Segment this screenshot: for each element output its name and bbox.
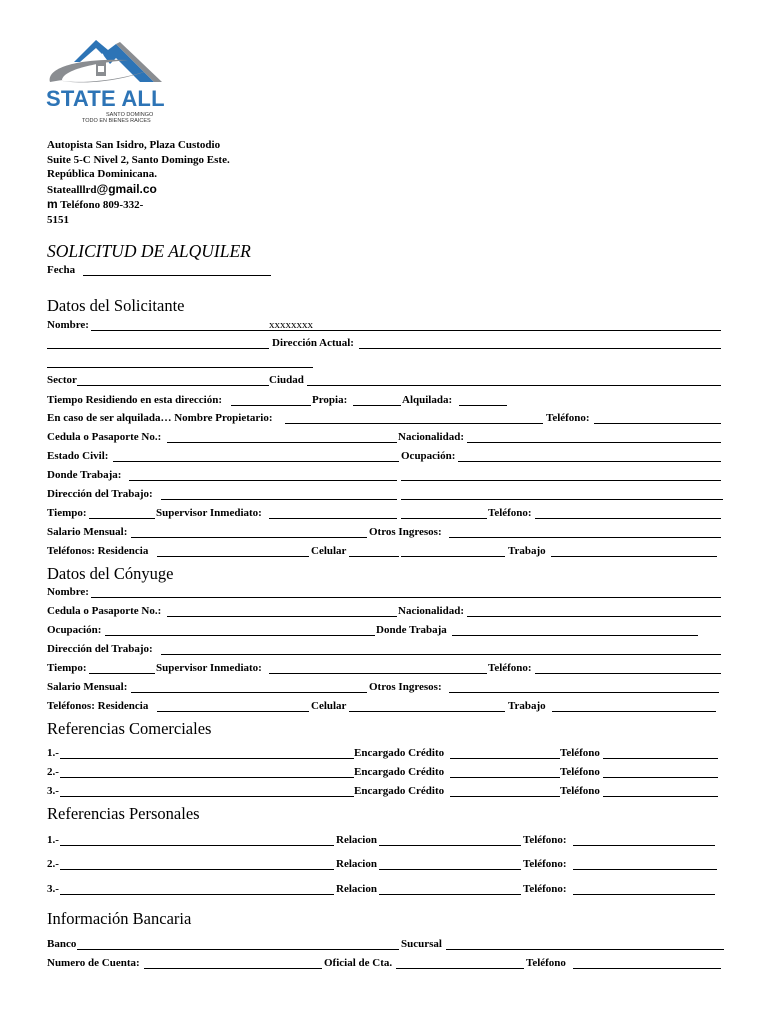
field-label: Nombre: (47, 586, 89, 598)
ref-number: 2.- (47, 858, 59, 870)
bancaria-telefono-field[interactable] (573, 968, 721, 969)
banco-field[interactable] (77, 949, 399, 950)
alquilada-field[interactable] (459, 405, 507, 406)
field-label: Relacion (336, 834, 377, 846)
field-label: Estado Civil: (47, 450, 109, 462)
conyuge-ocupacion-field[interactable] (105, 635, 375, 636)
field-label: Supervisor Inmediato: (156, 507, 262, 519)
field-label: Nacionalidad: (398, 431, 465, 443)
residencia-field[interactable] (157, 556, 309, 557)
conyuge-donde-trabaja-field[interactable] (452, 635, 698, 636)
field-label: Teléfono (560, 747, 600, 759)
address-line: Suite 5-C Nivel 2, Santo Domingo Este. (47, 153, 230, 166)
comercial-telefono-field[interactable] (603, 796, 718, 797)
field-label: Ocupación: (401, 450, 456, 462)
personal-relacion-field[interactable] (379, 869, 521, 870)
fecha-field[interactable] (83, 275, 271, 276)
comercial-encargado-field[interactable] (450, 796, 560, 797)
personal-relacion-field[interactable] (379, 894, 521, 895)
field-label: Teléfono: (523, 858, 567, 870)
tiempo-residiendo-field[interactable] (231, 405, 311, 406)
logo-subtitle-city: SANTO DOMINGO (106, 112, 154, 118)
direccion-continuation-field[interactable] (47, 367, 313, 368)
personal-ref-field[interactable] (60, 894, 334, 895)
comercial-telefono-field[interactable] (603, 758, 718, 759)
salario-field[interactable] (131, 537, 367, 538)
field-label: En caso de ser alquilada… Nombre Propietario: (47, 412, 273, 424)
field-label: Trabajo (508, 545, 546, 557)
donde-trabaja-field[interactable] (129, 480, 397, 481)
direccion-trabajo-field[interactable] (161, 499, 397, 500)
personal-relacion-field[interactable] (379, 845, 521, 846)
email-line (47, 182, 257, 198)
email-tld: m (47, 197, 58, 211)
field-label: Otros Ingresos: (369, 681, 442, 693)
sector-field[interactable] (77, 385, 269, 386)
logo-name: STATE ALL (46, 86, 165, 111)
section-bancaria-heading: Información Bancaria (47, 909, 192, 928)
cedula-field[interactable] (167, 442, 397, 443)
personal-telefono-field[interactable] (573, 869, 717, 870)
propia-field[interactable] (353, 405, 401, 406)
field-label: Dirección del Trabajo: (47, 643, 153, 655)
field-label: Celular (311, 700, 347, 712)
conyuge-nombre-field[interactable] (91, 597, 721, 598)
field-label: Salario Mensual: (47, 526, 128, 538)
field-label: Alquilada: (402, 394, 453, 406)
comercial-telefono-field[interactable] (603, 777, 718, 778)
email-domain: @gmail.co (96, 181, 157, 196)
conyuge-tiempo-field[interactable] (89, 673, 155, 674)
phone-label: Teléfono 809-332- (60, 199, 144, 211)
conyuge-trabajo-field[interactable] (552, 711, 716, 712)
numero-cuenta-field[interactable] (144, 968, 322, 969)
field-label: Nacionalidad: (398, 605, 465, 617)
section-personales-heading: Referencias Personales (47, 804, 200, 823)
personal-telefono-field[interactable] (573, 845, 715, 846)
trabajo-field[interactable] (551, 556, 717, 557)
field-label: Teléfonos: Residencia (47, 545, 149, 557)
comercial-encargado-field[interactable] (450, 777, 560, 778)
field-label: Donde Trabaja: (47, 469, 122, 481)
direccion-trabajo-field-2[interactable] (401, 499, 723, 500)
field-label: Sucursal (401, 938, 442, 950)
logo-subtitle-tagline: TODO EN BIENES RAICES (82, 118, 151, 124)
celular-field-2[interactable] (401, 556, 505, 557)
field-label: Nombre: (47, 319, 89, 331)
comercial-encargado-field[interactable] (450, 758, 560, 759)
field-label: Teléfono: (523, 834, 567, 846)
field-label: Banco (47, 938, 77, 950)
celular-field[interactable] (349, 556, 399, 557)
supervisor-field[interactable] (269, 518, 397, 519)
field-label: Donde Trabaja (376, 624, 447, 636)
field-label: Encargado Crédito (354, 766, 445, 778)
personal-telefono-field[interactable] (573, 894, 715, 895)
nacionalidad-field[interactable] (467, 442, 721, 443)
supervisor-field-2[interactable] (401, 518, 487, 519)
field-label: Relacion (336, 883, 377, 895)
conyuge-cedula-field[interactable] (167, 616, 397, 617)
email-prefix: Statealllrd (47, 183, 97, 196)
field-label: Trabajo (508, 700, 546, 712)
company-logo (44, 36, 178, 128)
field-label: Encargado Crédito (354, 747, 445, 759)
propietario-telefono-field[interactable] (594, 423, 721, 424)
conyuge-nacionalidad-field[interactable] (467, 616, 721, 617)
direccion-actual-field[interactable] (359, 348, 721, 349)
propietario-field[interactable] (285, 423, 543, 424)
house-roof-icon (44, 36, 178, 88)
company-address (47, 138, 257, 227)
field-label: Ocupación: (47, 624, 102, 636)
ciudad-field[interactable] (307, 385, 721, 386)
field-label: Sector (47, 374, 77, 386)
field-label: Teléfono (560, 785, 600, 797)
field-label: Tiempo: (47, 507, 87, 519)
section-conyuge-heading: Datos del Cónyuge (47, 564, 174, 583)
field-label: Teléfono (560, 766, 600, 778)
trabajo-telefono-field[interactable] (535, 518, 721, 519)
personal-ref-field[interactable] (60, 845, 334, 846)
nombre-field[interactable] (91, 330, 721, 331)
field-label: Teléfono: (488, 662, 532, 674)
oficial-field[interactable] (396, 968, 524, 969)
field-label: Cedula o Pasaporte No.: (47, 431, 162, 443)
address-line: República Dominicana. (47, 168, 158, 180)
phone-line (47, 197, 257, 213)
ref-number: 1.- (47, 834, 59, 846)
section-solicitante-heading: Datos del Solicitante (47, 296, 185, 315)
address-line: Autopista San Isidro, Plaza Custodio (47, 139, 221, 151)
conyuge-salario-field[interactable] (131, 692, 367, 693)
ref-number: 3.- (47, 883, 59, 895)
field-label: Numero de Cuenta: (47, 957, 140, 969)
otros-ingresos-field[interactable] (449, 537, 721, 538)
comercial-ref-field[interactable] (60, 796, 354, 797)
tiempo-field[interactable] (89, 518, 155, 519)
personal-ref-field[interactable] (60, 869, 334, 870)
conyuge-direccion-trabajo-field[interactable] (161, 654, 721, 655)
comercial-ref-field[interactable] (60, 758, 354, 759)
conyuge-supervisor-field[interactable] (269, 673, 487, 674)
sucursal-field[interactable] (446, 949, 724, 950)
field-label: Cedula o Pasaporte No.: (47, 605, 162, 617)
field-label: Teléfono: (523, 883, 567, 895)
ref-number: 2.- (47, 766, 59, 778)
fecha-label: Fecha (47, 264, 76, 276)
nombre-value: xxxxxxxx (269, 319, 313, 331)
field-label: Tiempo: (47, 662, 87, 674)
field-label: Teléfonos: Residencia (47, 700, 149, 712)
field-label: Dirección Actual: (272, 337, 354, 349)
field-label: Oficial de Cta. (324, 957, 393, 969)
comercial-ref-field[interactable] (60, 777, 354, 778)
section-comerciales-heading: Referencias Comerciales (47, 719, 212, 738)
field-label: Propia: (312, 394, 348, 406)
field-label: Encargado Crédito (354, 785, 445, 797)
phone-tail: 5151 (47, 213, 69, 226)
field-label: Teléfono: (546, 412, 590, 424)
ref-number: 3.- (47, 785, 59, 797)
conyuge-celular-field[interactable] (349, 711, 505, 712)
field-label: Teléfono (526, 957, 566, 969)
donde-trabaja-field-2[interactable] (401, 480, 721, 481)
ocupacion-field[interactable] (458, 461, 721, 462)
document-title: SOLICITUD DE ALQUILER (47, 241, 251, 261)
field-label: Celular (311, 545, 347, 557)
field-label: Ciudad (269, 374, 304, 386)
conyuge-telefono-field[interactable] (535, 673, 721, 674)
field-label: Teléfono: (488, 507, 532, 519)
field-label: Salario Mensual: (47, 681, 128, 693)
estado-civil-field[interactable] (113, 461, 399, 462)
field-label: Supervisor Inmediato: (156, 662, 262, 674)
field-label: Otros Ingresos: (369, 526, 442, 538)
conyuge-otros-ingresos-field[interactable] (449, 692, 719, 693)
field-label: Relacion (336, 858, 377, 870)
ref-number: 1.- (47, 747, 59, 759)
nombre-continuation-field[interactable] (47, 348, 269, 349)
field-label: Tiempo Residiendo en esta dirección: (47, 394, 222, 406)
field-label: Dirección del Trabajo: (47, 488, 153, 500)
conyuge-residencia-field[interactable] (157, 711, 309, 712)
